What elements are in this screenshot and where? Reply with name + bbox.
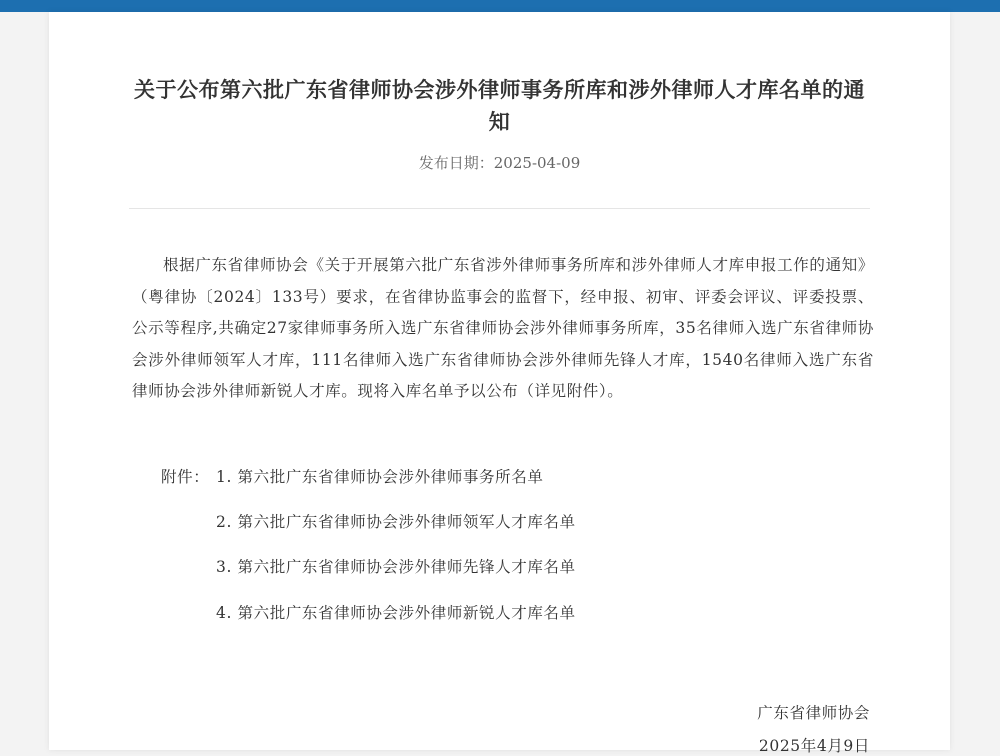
attachment-link-2[interactable]: 2. 第六批广东省律师协会涉外律师领军人才库名单 — [216, 513, 576, 531]
notice-body: 根据广东省律师协会《关于开展第六批广东省涉外律师事务所库和涉外律师人才库申报工作的通知》（粤律协〔2024〕133号）要求，在省律协监事会的监督下，经申报、初审、评委会评议、评委投票、公示等程序,共确定27家律师事务所入选广东省律师协会涉外律师事务所库，35名律师入选广东省律师协会涉外律师领军人才库，111名律师入选广东省律师协会涉外律师先锋人才库，1540名律师入选广东省律师协会涉外律师新锐人才库。现将入库名单予以公布（详见附件）。 — [132, 256, 874, 400]
notice-page — [49, 12, 950, 755]
attachment-link-4[interactable]: 4. 第六批广东省律师协会涉外律师新锐人才库名单 — [216, 604, 576, 622]
attachment-link-3[interactable]: 3. 第六批广东省律师协会涉外律师先锋人才库名单 — [216, 558, 576, 576]
publish-date-value: 2025-04-09 — [493, 154, 581, 172]
title-divider — [129, 208, 870, 209]
signature-org: 广东省律师协会 — [757, 704, 870, 722]
signature-date: 2025年4月9日 — [758, 737, 870, 755]
attachments-label: 附件： — [161, 468, 210, 486]
top-header-bar — [0, 0, 1000, 12]
publish-date — [129, 152, 870, 173]
notice-title: 关于公布第六批广东省律师协会涉外律师事务所库和涉外律师人才库名单的通知 — [134, 77, 865, 134]
attachment-link-1[interactable]: 1. 第六批广东省律师协会涉外律师事务所名单 — [216, 468, 544, 486]
publish-date-label: 发布日期： — [418, 154, 494, 172]
